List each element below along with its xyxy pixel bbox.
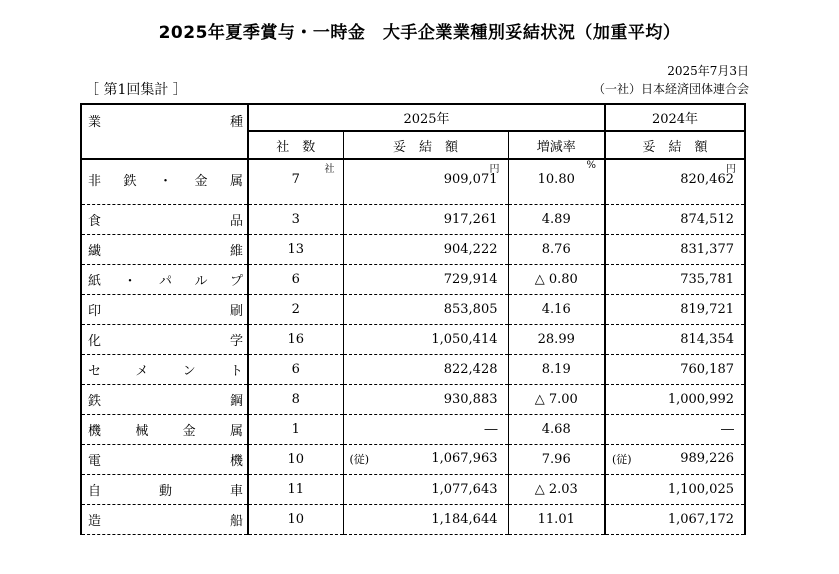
companies-cell: 社 7 [248, 159, 343, 204]
amount-prev-cell: 1,000,992 [605, 384, 745, 414]
amount-prev-cell: (従) 989,226 [605, 444, 745, 474]
year-2024-header: 2024年 [605, 104, 745, 131]
amount-prev-cell: 1,100,025 [605, 474, 745, 504]
amount-header: 妥 結 額 [343, 131, 508, 159]
table-row [81, 384, 745, 414]
amount-cell: ― [343, 414, 508, 444]
amount-prev-cell: 819,721 [605, 294, 745, 324]
industry-cell: セ メ ン ト [81, 354, 248, 384]
companies-cell: 10 [248, 504, 343, 534]
companies-cell: 3 [248, 204, 343, 234]
table-row [81, 324, 745, 354]
amount-prev-cell: 874,512 [605, 204, 745, 234]
amount-cell: 917,261 [343, 204, 508, 234]
companies-header: 社 数 [248, 131, 343, 159]
companies-cell: 10 [248, 444, 343, 474]
amount-cell: 1,184,644 [343, 504, 508, 534]
amount-prev-cell: 735,781 [605, 264, 745, 294]
amount-cell: 930,883 [343, 384, 508, 414]
industry-cell: 印 刷 [81, 294, 248, 324]
table-row [81, 444, 745, 474]
companies-cell: 2 [248, 294, 343, 324]
amount-cell: 822,428 [343, 354, 508, 384]
change-cell: 11.01 [508, 504, 605, 534]
amount-cell: 円 909,071 [343, 159, 508, 204]
change-cell: 8.76 [508, 234, 605, 264]
amount-cell: 853,805 [343, 294, 508, 324]
unit-label: 円 [489, 164, 500, 175]
change-cell: 8.19 [508, 354, 605, 384]
amount-cell: 1,050,414 [343, 324, 508, 354]
companies-cell: 6 [248, 264, 343, 294]
industry-cell: 電 機 [81, 444, 248, 474]
table-row [81, 159, 745, 204]
organization: （一社）日本経済団体連合会 [592, 82, 749, 96]
table-row [81, 474, 745, 504]
mark-label: (従) [349, 453, 370, 466]
table-row [81, 204, 745, 234]
table-row [81, 264, 745, 294]
amount-prev-cell: 814,354 [605, 324, 745, 354]
change-cell: 4.68 [508, 414, 605, 444]
year-2025-header: 2025年 [248, 104, 605, 131]
amount-prev-cell: ― [605, 414, 745, 444]
table-row [81, 294, 745, 324]
change-cell: 28.99 [508, 324, 605, 354]
table-row [81, 414, 745, 444]
amount-prev-cell: 円 820,462 [605, 159, 745, 204]
change-header: 増減率 [508, 131, 605, 159]
table-row [81, 504, 745, 534]
companies-cell: 8 [248, 384, 343, 414]
change-cell: 7.96 [508, 444, 605, 474]
industry-cell: 紙 ・ パ ル プ [81, 264, 248, 294]
unit-label: 円 [726, 164, 736, 175]
change-cell: 4.89 [508, 204, 605, 234]
mark-label: (従) [612, 453, 632, 466]
companies-cell: 11 [248, 474, 343, 504]
change-cell: % 10.80 [508, 159, 605, 204]
amount-prev-cell: 831,377 [605, 234, 745, 264]
companies-cell: 6 [248, 354, 343, 384]
industry-cell: 自 動 車 [81, 474, 248, 504]
amount-cell: 904,222 [343, 234, 508, 264]
publish-date: 2025年7月3日 [667, 64, 749, 78]
amount-cell: 1,077,643 [343, 474, 508, 504]
companies-cell: 13 [248, 234, 343, 264]
companies-cell: 16 [248, 324, 343, 354]
industry-cell: 造 船 [81, 504, 248, 534]
industry-header: 業 種 [81, 104, 248, 159]
change-cell: △ 2.03 [508, 474, 605, 504]
amount-prev-header: 妥 結 額 [605, 131, 745, 159]
companies-cell: 1 [248, 414, 343, 444]
amount-prev-cell: 1,067,172 [605, 504, 745, 534]
section-label: ［ 第1回集計 ］ [85, 82, 187, 98]
change-cell: △ 0.80 [508, 264, 605, 294]
table-row [81, 234, 745, 264]
unit-label: % [586, 160, 596, 171]
bonus-table [80, 103, 746, 535]
industry-cell: 化 学 [81, 324, 248, 354]
amount-prev-cell: 760,187 [605, 354, 745, 384]
unit-label: 社 [324, 164, 335, 175]
table-row [81, 354, 745, 384]
industry-cell: 機 械 金 属 [81, 414, 248, 444]
industry-cell: 鉄 鋼 [81, 384, 248, 414]
industry-cell: 食 品 [81, 204, 248, 234]
industry-cell: 非 鉄 ・ 金 属 [81, 159, 248, 204]
amount-cell: 729,914 [343, 264, 508, 294]
industry-cell: 繊 維 [81, 234, 248, 264]
change-cell: △ 7.00 [508, 384, 605, 414]
page-title: 2025年夏季賞与・一時金 大手企業業種別妥結状況（加重平均） [158, 23, 681, 43]
amount-cell: (従) 1,067,963 [343, 444, 508, 474]
change-cell: 4.16 [508, 294, 605, 324]
